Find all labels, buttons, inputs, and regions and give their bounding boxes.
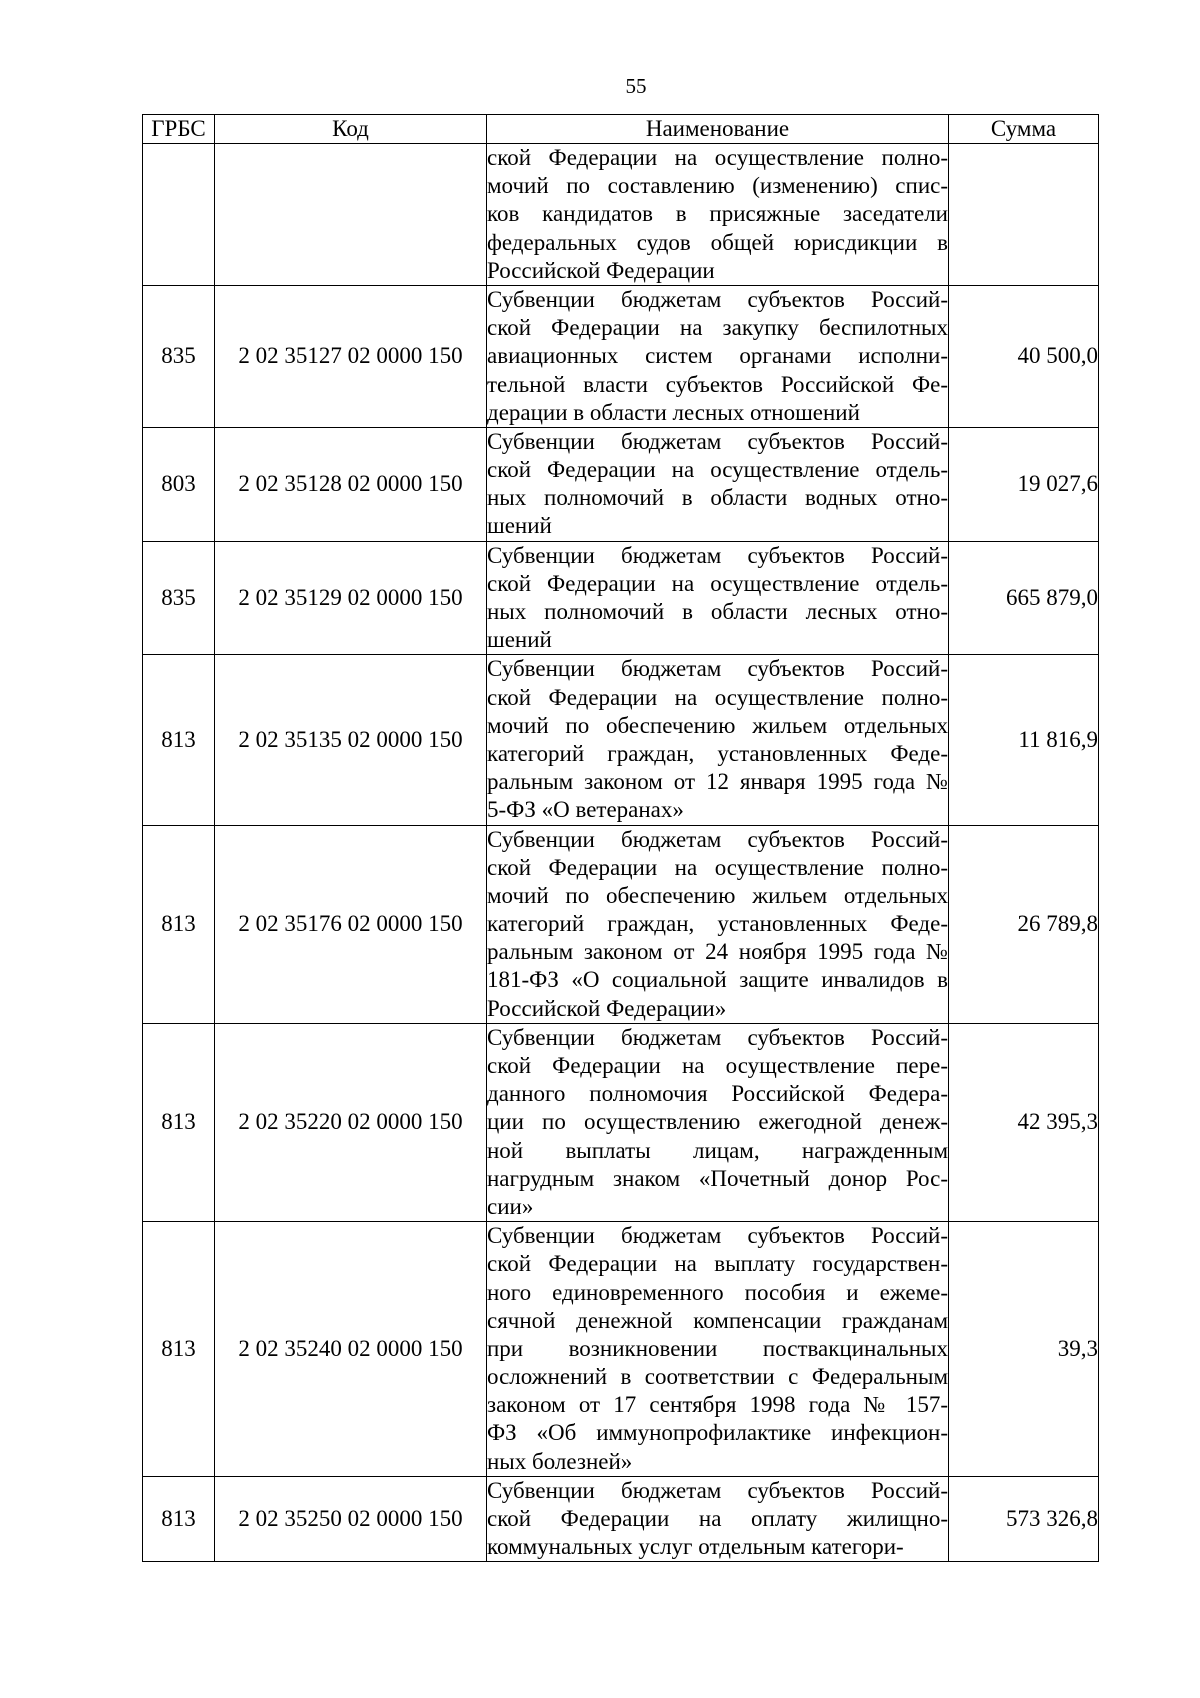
table-row	[143, 655, 1099, 825]
name-line: ской Федерации на выплату государствен-	[487, 1251, 948, 1277]
name-line: Субвенции бюджетам субъектов Россий-	[487, 542, 948, 568]
name-line: федеральных судов общей юрисдикции в	[487, 229, 948, 255]
cell-grbs: 835	[143, 541, 215, 655]
name-line: мочий по составлению (изменению) спис-	[487, 173, 948, 199]
name-line: ской Федерации на осуществление полно-	[487, 854, 948, 880]
cell-code: 2 02 35129 02 0000 150	[215, 541, 487, 655]
table-row	[143, 1476, 1099, 1562]
cell-code: 2 02 35128 02 0000 150	[215, 427, 487, 541]
name-line: ской Федерации на осуществление полно-	[487, 684, 948, 710]
cell-grbs	[143, 144, 215, 286]
name-line: при возникновении поствакцинальных	[487, 1335, 948, 1361]
cell-grbs: 813	[143, 1023, 215, 1221]
cell-sum: 573 326,8	[949, 1476, 1099, 1562]
table-row	[143, 1222, 1099, 1477]
name-line: ных полномочий в области водных отно-	[487, 485, 948, 511]
cell-sum: 42 395,3	[949, 1023, 1099, 1221]
cell-name	[487, 1023, 949, 1221]
cell-grbs: 835	[143, 285, 215, 427]
name-line: Субвенции бюджетам субъектов Россий-	[487, 1024, 948, 1050]
name-line: категорий граждан, установленных Феде-	[487, 911, 948, 937]
table-row	[143, 427, 1099, 541]
cell-name	[487, 1476, 949, 1562]
cell-sum	[949, 144, 1099, 286]
name-line: ных болезней»	[487, 1448, 633, 1474]
table-row	[143, 1023, 1099, 1221]
table-body	[143, 144, 1099, 1562]
name-line: ного единовременного пособия и ежеме-	[487, 1279, 948, 1305]
cell-sum: 19 027,6	[949, 427, 1099, 541]
name-line: Российской Федерации	[487, 257, 715, 283]
name-line: данного полномочия Российской Федера-	[487, 1081, 948, 1107]
cell-code: 2 02 35240 02 0000 150	[215, 1222, 487, 1477]
name-line: ной выплаты лицам, награжденным	[487, 1137, 948, 1163]
cell-code	[215, 144, 487, 286]
cell-name	[487, 655, 949, 825]
cell-code: 2 02 35127 02 0000 150	[215, 285, 487, 427]
name-line: сячной денежной компенсации гражданам	[487, 1307, 948, 1333]
name-line: шений	[487, 513, 552, 539]
cell-name	[487, 427, 949, 541]
name-line: 181-ФЗ «О социальной защите инвалидов в	[487, 967, 948, 993]
table-row	[143, 541, 1099, 655]
name-line: коммунальных услуг отдельным категори-	[487, 1534, 904, 1560]
name-line: законом от 17 сентября 1998 года № 157-	[487, 1392, 948, 1418]
name-line: Российской Федерации»	[487, 995, 727, 1021]
cell-sum: 40 500,0	[949, 285, 1099, 427]
name-line: тельной власти субъектов Российской Фе-	[487, 371, 948, 397]
cell-sum: 39,3	[949, 1222, 1099, 1477]
header-code: Код	[215, 115, 487, 144]
name-line: 5-ФЗ «О ветеранах»	[487, 797, 684, 823]
name-line: категорий граждан, установленных Феде-	[487, 740, 948, 766]
cell-name	[487, 1222, 949, 1477]
name-line: мочий по обеспечению жильем отдельных	[487, 712, 948, 738]
name-line: ской Федерации на осуществление пере-	[487, 1053, 948, 1078]
name-line: ных полномочий в области лесных отно-	[487, 599, 948, 624]
cell-grbs: 813	[143, 1222, 215, 1477]
cell-code: 2 02 35220 02 0000 150	[215, 1023, 487, 1221]
header-name: Наименование	[487, 115, 949, 144]
name-line: ской Федерации на осуществление полно-	[487, 145, 948, 170]
cell-code: 2 02 35135 02 0000 150	[215, 655, 487, 825]
name-line: осложнений в соответствии с Федеральным	[487, 1364, 948, 1390]
name-line: ской Федерации на закупку беспилотных	[487, 315, 948, 341]
cell-code: 2 02 35176 02 0000 150	[215, 825, 487, 1023]
cell-sum: 26 789,8	[949, 825, 1099, 1023]
cell-grbs: 803	[143, 427, 215, 541]
name-line: Субвенции бюджетам субъектов Россий-	[487, 428, 948, 454]
cell-grbs: 813	[143, 655, 215, 825]
name-line: ков кандидатов в присяжные заседатели	[487, 201, 948, 227]
table-header-row	[143, 115, 1099, 144]
name-line: авиационных систем органами исполни-	[487, 343, 948, 369]
name-line: нагрудным знаком «Почетный донор Рос-	[487, 1165, 948, 1191]
name-line: ции по осуществлению ежегодной денеж-	[487, 1109, 948, 1135]
cell-name	[487, 541, 949, 655]
name-line: шений	[487, 627, 552, 653]
name-line: ской Федерации на осуществление отдель-	[487, 457, 948, 483]
budget-table	[142, 114, 1099, 1562]
name-line: Субвенции бюджетам субъектов Россий-	[487, 1477, 948, 1503]
cell-grbs: 813	[143, 1476, 215, 1562]
cell-name	[487, 285, 949, 427]
name-line: ФЗ «Об иммунопрофилактике инфекцион-	[487, 1420, 948, 1446]
header-sum: Сумма	[949, 115, 1099, 144]
name-line: Субвенции бюджетам субъектов Россий-	[487, 656, 948, 682]
name-line: дерации в области лесных отношений	[487, 399, 860, 425]
page-number: 55	[625, 74, 647, 98]
table-row	[143, 144, 1099, 286]
name-line: ральным законом от 24 ноября 1995 года №	[487, 939, 948, 965]
name-line: Субвенции бюджетам субъектов Россий-	[487, 826, 948, 852]
table-row	[143, 285, 1099, 427]
name-line: мочий по обеспечению жильем отдельных	[487, 882, 948, 908]
cell-name	[487, 144, 949, 286]
name-line: Субвенции бюджетам субъектов Россий-	[487, 286, 948, 312]
name-line: ской Федерации на осуществление отдель-	[487, 570, 948, 596]
cell-grbs: 813	[143, 825, 215, 1023]
name-line: Субвенции бюджетам субъектов Россий-	[487, 1223, 948, 1249]
name-line: сии»	[487, 1193, 534, 1219]
cell-sum: 11 816,9	[949, 655, 1099, 825]
cell-name	[487, 825, 949, 1023]
name-line: ской Федерации на оплату жилищно-	[487, 1506, 948, 1531]
name-line: ральным законом от 12 января 1995 года №	[487, 769, 948, 795]
table-row	[143, 825, 1099, 1023]
cell-sum: 665 879,0	[949, 541, 1099, 655]
header-grbs: ГРБС	[143, 115, 215, 144]
cell-code: 2 02 35250 02 0000 150	[215, 1476, 487, 1562]
